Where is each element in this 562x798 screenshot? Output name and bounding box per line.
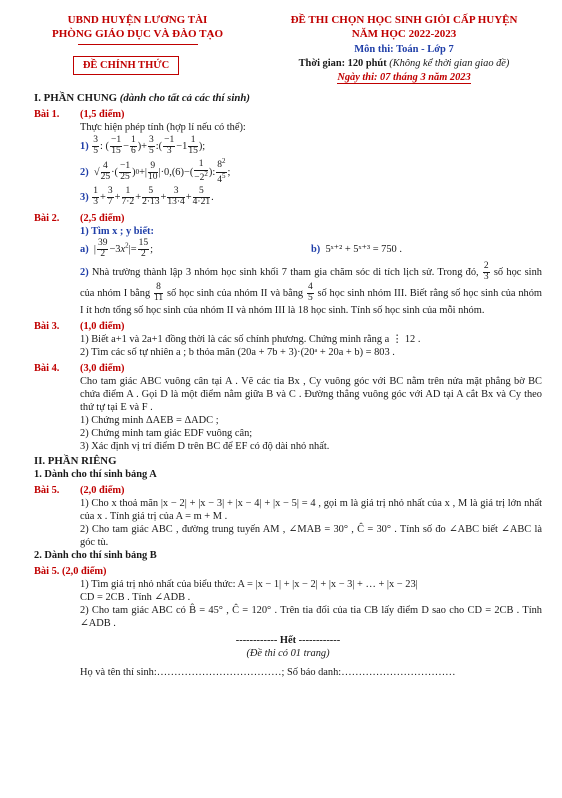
bai1-intro: Thực hiện phép tính (hợp lí nếu có thể): [80, 122, 246, 134]
part2-title: II. PHẦN RIÊNG [34, 454, 117, 467]
header-left [30, 14, 245, 45]
school-year: NĂM HỌC 2022-2023 [351, 27, 457, 40]
bai5b-q2: 2) Cho tam giác ABC có B̂ = 45° , Ĉ = 120° . Trên tia đối của tia CB lấy điểm D sao cho CD = 2CB . Tính ∠ADB . [80, 605, 542, 630]
bai4-body [80, 375, 542, 453]
bai5b-q1-tail: CD = 2CB . Tính ∠ADB . [80, 592, 191, 604]
bai1-body [80, 121, 542, 208]
bai5b-body [80, 578, 542, 630]
bai4-q1: 1) Chứng minh ΔAEB = ΔADC ; [80, 414, 219, 426]
header-right [270, 14, 538, 84]
bai5a-q2: 2) Cho tam giác ABC , đường trung tuyến AM , ∠MAB = 30° , Ĉ = 30° . Tính số đo ∠ABC biết ∠ABC là góc tù. [80, 524, 542, 549]
bai3-header: Bài 3. (1,0 điểm) [34, 320, 125, 332]
bai4-text: Cho tam giác ABC vuông cân tại A . Vẽ các tia Bx , Cy vuông góc với BC nằm trên nửa mặt phẳng bờ BC chứa điểm A . Gọi D là một điểm nằm giữa B và C . Đường thẳng vuông góc với AD tại A cắt Bx và Cy theo thứ tự tại E và F . [80, 375, 542, 413]
exam-content [34, 90, 542, 679]
bai4-header: Bài 4. (3,0 điểm) [34, 362, 125, 374]
time-info: Thời gian: 120 phút (Không kể thời gian giao đề) [298, 57, 510, 69]
bai2-header: Bài 2. (2,5 điểm) [34, 212, 125, 224]
bai1-item3: 3) $\frac{1}{3}$ + $\frac{3}{7}$ + $\frac{1}{7\cdot 2}$ + $\frac{5}{2\cdot 13}$ + $\frac{3}{13\cdot 4}$ + $\frac{5}{4\cdot 21}$ . [80, 186, 214, 208]
bai5a-q1: 1) Cho x thoả mãn |x − 2| + |x − 3| + |x − 4| + |x − 5| = 4 , gọi m là giá trị nhỏ nhất của x , M là giá trị lớn nhất của x . Tính giá trị của A = m + M . [80, 498, 542, 523]
bai4-q2: 2) Chứng minh tam giác EDF vuông cân; [80, 427, 253, 439]
bai5a-body [80, 497, 542, 549]
end-marker: ------------ Hết ------------ [235, 635, 341, 647]
bai1-item2: 2) √ $\frac{4}{25}$ ·( $\frac{-1}{25}$ ) 0 +| $\frac{9}{10}$ |·0,(6)−( $\frac{1}{-2^2}$ ): $\frac{8^2}{4^5}$ ; [80, 157, 231, 185]
official-badge: ĐỀ CHÍNH THỨC [73, 56, 179, 75]
header-left-rule [78, 44, 198, 45]
group-b-title: 2. Dành cho thí sinh bảng B [34, 550, 157, 562]
bai4-q3: 3) Xác định vị trí điểm D trên BC để EF có độ dài nhỏ nhất. [80, 440, 330, 452]
bai1-item1: 1) $\frac{3}{5}$ : ( $\frac{-1}{15}$ − $\frac{1}{6}$ )+ $\frac{3}{5}$ :( $\frac{-1}{3}$ −1 $\frac{1}{15}$ ); [80, 135, 206, 156]
bai5b-q1: 1) Tìm giá trị nhỏ nhất của biểu thức: A = |x − 1| + |x − 2| + |x − 3| + … + |x − 23| [80, 579, 418, 591]
department-name: PHÒNG GIÁO DỤC VÀ ĐÀO TẠO [51, 27, 224, 40]
bai1-header: Bài 1. (1,5 điểm) [34, 109, 125, 121]
subject: Môn thi: Toán - Lớp 7 [354, 43, 454, 55]
part1-title: I. PHẦN CHUNG (dành cho tất cả các thí sinh) [34, 92, 250, 104]
exam-title: ĐỀ THI CHỌN HỌC SINH GIỎI CẤP HUYỆN [290, 14, 518, 26]
bai2-q1a: a) | $\frac{39}{2}$ $-3x^2|=$ $\frac{15}{2}$ ; [80, 238, 153, 260]
bai3-q2: 2) Tìm các số tự nhiên a ; b thỏa mãn (20a + 7b + 3)·(20ᵃ + 20a + b) = 803 . [80, 346, 395, 358]
bai5b-header: Bài 5. (2,0 điểm) [34, 566, 107, 578]
bai3-body [80, 333, 542, 359]
bai2-q1b: b) 5ˣ⁺² + 5ˣ⁺³ = 750 . [311, 244, 402, 256]
bai2-q1-parts [80, 239, 542, 261]
district-name: UBND HUYỆN LƯƠNG TÀI [67, 14, 208, 26]
bai2-q2: 2) Nhà trường thành lập 3 nhóm học sinh khối 7 tham gia chăm sóc di tích lịch sử. Trong đó, $\frac{2}{3}$ số học sinh của nhóm I bằng $\frac{8}{11}$ số học sinh của nhóm II và bằng $\frac{4}{5}$ số học sinh nhóm III. Biết rằng số học sinh của nhóm I ít hơn tổng số học sinh của nhóm II và nhóm III là 18 học sinh. Tính số học sinh của mỗi nhóm. [80, 260, 542, 316]
bai2-q1: 1) Tìm x ; y biết: [80, 225, 154, 237]
exam-date: Ngày thi: 07 tháng 3 năm 2023 [337, 71, 471, 83]
page-note: (Đề thi có 01 trang) [246, 648, 330, 660]
bai2-body [80, 225, 542, 317]
group-a-title: 1. Dành cho thí sinh bảng A [34, 469, 157, 481]
bai5a-header: Bài 5. (2,0 điểm) [34, 485, 125, 497]
bai3-q1: 1) Biết a+1 và 2a+1 đồng thời là các số chính phương. Chứng minh rằng a ⋮ 12 . [80, 333, 421, 345]
candidate-info-line: Họ và tên thí sinh:………………………………; Số báo danh:…………………………… [80, 667, 456, 679]
